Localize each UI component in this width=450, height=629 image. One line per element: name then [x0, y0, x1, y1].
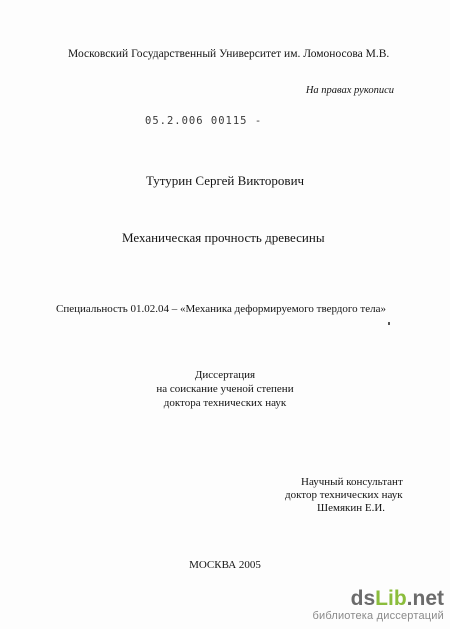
consultant-block	[285, 476, 403, 515]
consultant-name: Шемякин Е.И.	[317, 502, 386, 514]
dslib-subtitle: библиотека диссертаций	[312, 610, 444, 622]
registration-stamp: 05.2.006 00115 -	[145, 115, 263, 127]
consultant-role: Научный консультант	[301, 476, 403, 488]
dissertation-block	[0, 368, 450, 410]
dissertation-line-3: доктора технических наук	[163, 397, 287, 409]
specialty-line: Специальность 01.02.04 – «Механика деформируемого твердого тела»	[56, 303, 386, 315]
consultant-degree: доктор технических наук	[285, 489, 403, 501]
dissertation-line-2: на соискание ученой степени	[156, 383, 294, 395]
author-name: Тутурин Сергей Викторович	[145, 173, 305, 188]
dissertation-line-1: Диссертация	[194, 369, 256, 381]
rights-note: На правах рукописи	[305, 85, 394, 96]
city-year: МОСКВА 2005	[189, 559, 261, 571]
dslib-logo: dsLib.net	[350, 587, 444, 610]
dslib-watermark[interactable]	[312, 588, 444, 623]
dissertation-title: Механическая прочность древесины	[122, 230, 325, 245]
scan-speck	[388, 322, 390, 325]
university-name: Московский Государственный Университет им. Ломоносова М.В.	[68, 48, 390, 60]
